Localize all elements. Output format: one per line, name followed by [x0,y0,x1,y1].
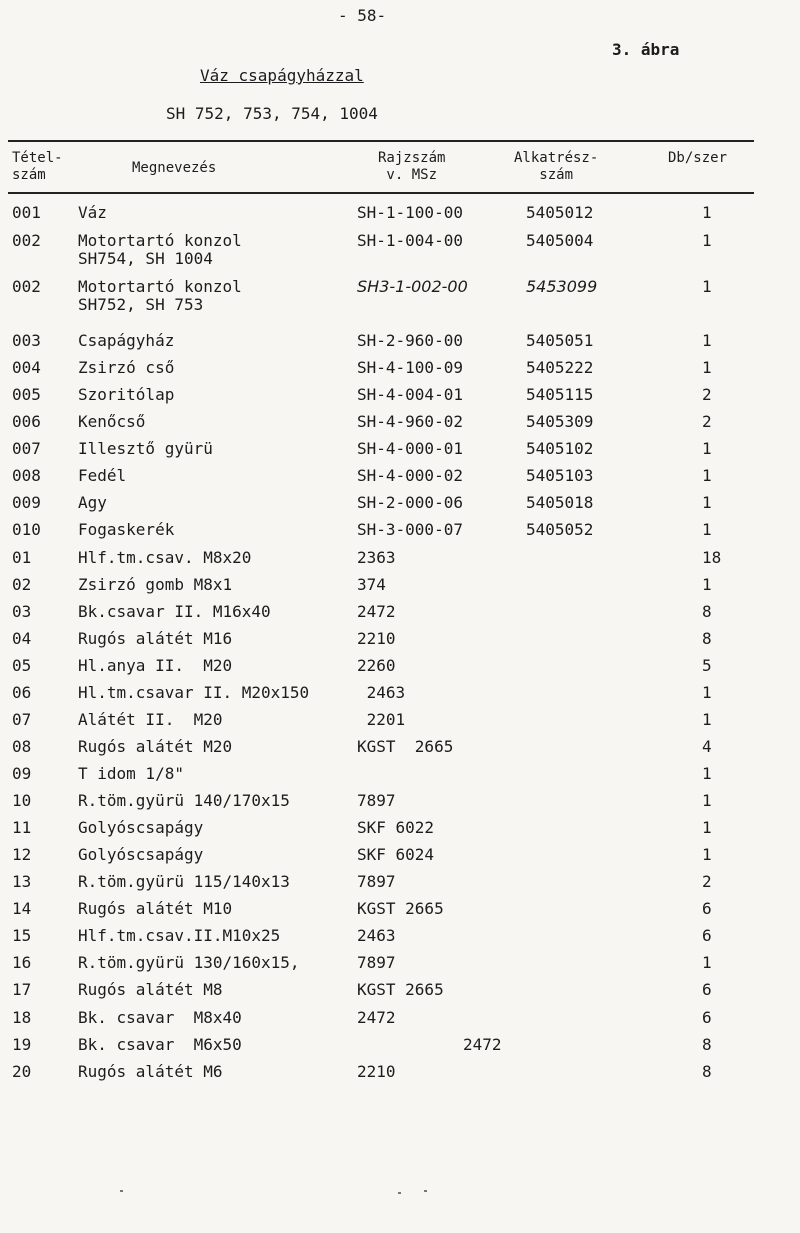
header-name: Megnevezés [132,160,217,176]
item-no-cell: 19 [12,1035,32,1054]
name-cell: Golyóscsapágy [78,818,204,837]
name-cell: Golyóscsapágy [78,845,204,864]
qty-cell: 1 [702,358,712,377]
name-cell: Hl.anya II. M20 [78,656,233,675]
item-no-cell: 18 [12,1008,32,1027]
qty-cell: 1 [702,203,712,222]
item-no-cell: 04 [12,629,32,648]
item-no-cell: 004 [12,358,41,377]
item-no-cell: 001 [12,203,41,222]
name-cell: Hlf.tm.csav.II.M10x25 [78,926,281,945]
qty-cell: 2 [702,872,712,891]
drawing-no-cell: SH-4-960-02 [357,412,463,431]
scan-speck [120,1190,123,1192]
drawing-no-cell: 2463 [357,926,396,945]
part-no-cell: 5405052 [526,520,594,539]
qty-cell: 6 [702,1008,712,1027]
figure-label: 3. ábra [612,40,680,59]
drawing-no-cell: KGST 2665 [357,899,444,918]
name-cell: Motortartó konzol SH752, SH 753 [78,277,242,314]
qty-cell: 1 [702,439,712,458]
name-cell: Bk. csavar M8x40 [78,1008,242,1027]
table-header-rule [8,192,754,194]
drawing-no-cell: SKF 6022 [357,818,435,837]
part-no-cell: 5405115 [526,385,594,404]
item-no-cell: 07 [12,710,32,729]
drawing-no-cell: 2210 [357,1062,396,1081]
drawing-no-cell: KGST 2665 [357,737,454,756]
drawing-no-cell: 374 [357,575,386,594]
drawing-no-cell: 2363 [357,548,396,567]
drawing-no-cell: SH-2-960-00 [357,331,463,350]
scan-speck [398,1192,401,1194]
item-no-cell: 08 [12,737,32,756]
name-cell: R.töm.gyürü 115/140x13 [78,872,290,891]
name-cell: Bk.csavar II. M16x40 [78,602,271,621]
qty-cell: 1 [702,575,712,594]
name-cell: Hl.tm.csavar II. M20x150 [78,683,310,702]
part-no-cell: 5405102 [526,439,594,458]
name-cell: Fogaskerék [78,520,175,539]
name-cell: Zsirzó gomb M8x1 [78,575,233,594]
drawing-no-cell: SH-4-000-02 [357,466,463,485]
name-cell: Agy [78,493,107,512]
item-no-cell: 008 [12,466,41,485]
drawing-no-cell: SH-4-004-01 [357,385,463,404]
item-no-cell: 16 [12,953,32,972]
header-item-no: Tétel- szám [12,150,63,183]
drawing-no-cell: SH3-1-002-00 [357,277,468,296]
drawing-no-cell: 7897 [357,791,396,810]
part-no-cell: 5405222 [526,358,594,377]
drawing-no-cell: 2463 [357,683,406,702]
part-no-cell: 5405012 [526,203,594,222]
qty-cell: 6 [702,980,712,999]
item-no-cell: 15 [12,926,32,945]
name-cell: Rugós alátét M16 [78,629,233,648]
item-no-cell: 12 [12,845,32,864]
header-qty: Db/szer [668,150,728,166]
name-cell: Váz [78,203,107,222]
drawing-no-cell: 7897 [357,953,396,972]
qty-cell: 1 [702,764,712,783]
qty-cell: 1 [702,277,712,296]
name-cell: Illesztő gyürü [78,439,213,458]
qty-cell: 2 [702,412,712,431]
item-no-cell: 007 [12,439,41,458]
name-cell: Hlf.tm.csav. M8x20 [78,548,252,567]
part-no-cell: 5405004 [526,231,594,250]
qty-cell: 1 [702,331,712,350]
name-cell: T idom 1/8" [78,764,184,783]
header-part-no: Alkatrész- szám [514,150,599,183]
name-cell: Rugós alátét M6 [78,1062,223,1081]
name-cell: R.töm.gyürü 130/160x15, [78,953,300,972]
drawing-no-cell: 2472 [357,1035,502,1054]
part-no-cell: 5405051 [526,331,594,350]
qty-cell: 8 [702,1062,712,1081]
document-title: Váz csapágyházzal [200,66,364,85]
name-cell: Zsirzó cső [78,358,175,377]
item-no-cell: 13 [12,872,32,891]
item-no-cell: 03 [12,602,32,621]
qty-cell: 5 [702,656,712,675]
drawing-no-cell: SH-1-004-00 [357,231,463,250]
drawing-no-cell: 7897 [357,872,396,891]
drawing-no-cell: 2201 [357,710,406,729]
page-number: - 58- [338,6,387,25]
name-cell: Csapágyház [78,331,175,350]
qty-cell: 1 [702,683,712,702]
name-cell: Alátét II. M20 [78,710,223,729]
name-cell: Kenőcső [78,412,146,431]
qty-cell: 1 [702,818,712,837]
scan-speck [424,1190,427,1192]
drawing-no-cell: SH-4-000-01 [357,439,463,458]
name-cell: Bk. csavar M6x50 [78,1035,242,1054]
table-top-rule [8,140,754,142]
part-no-cell: 5405103 [526,466,594,485]
item-no-cell: 05 [12,656,32,675]
drawing-no-cell: 2260 [357,656,396,675]
item-no-cell: 002 [12,231,41,250]
name-cell: R.töm.gyürü 140/170x15 [78,791,290,810]
qty-cell: 1 [702,493,712,512]
part-no-cell: 5453099 [526,277,598,296]
qty-cell: 1 [702,466,712,485]
qty-cell: 1 [702,791,712,810]
drawing-no-cell: SH-1-100-00 [357,203,463,222]
qty-cell: 1 [702,231,712,250]
item-no-cell: 006 [12,412,41,431]
header-drawing-no: Rajzszám v. MSz [378,150,446,183]
name-cell: Fedél [78,466,127,485]
name-cell: Szoritólap [78,385,175,404]
item-no-cell: 06 [12,683,32,702]
item-no-cell: 010 [12,520,41,539]
drawing-no-cell: KGST 2665 [357,980,444,999]
qty-cell: 8 [702,629,712,648]
item-no-cell: 003 [12,331,41,350]
name-cell: Motortartó konzol SH754, SH 1004 [78,231,242,268]
drawing-no-cell: 2210 [357,629,396,648]
name-cell: Rugós alátét M10 [78,899,233,918]
item-no-cell: 02 [12,575,32,594]
qty-cell: 18 [702,548,722,567]
item-no-cell: 10 [12,791,32,810]
qty-cell: 1 [702,953,712,972]
drawing-no-cell: SKF 6024 [357,845,435,864]
drawing-no-cell: SH-4-100-09 [357,358,463,377]
drawing-no-cell: 2472 [357,602,396,621]
item-no-cell: 17 [12,980,32,999]
qty-cell: 8 [702,1035,712,1054]
item-no-cell: 20 [12,1062,32,1081]
part-no-cell: 5405018 [526,493,594,512]
drawing-no-cell: 2472 [357,1008,396,1027]
qty-cell: 4 [702,737,712,756]
name-cell: Rugós alátét M20 [78,737,233,756]
qty-cell: 1 [702,520,712,539]
item-no-cell: 005 [12,385,41,404]
item-no-cell: 09 [12,764,32,783]
qty-cell: 1 [702,845,712,864]
item-no-cell: 002 [12,277,41,296]
item-no-cell: 009 [12,493,41,512]
part-no-cell: 5405309 [526,412,594,431]
qty-cell: 6 [702,926,712,945]
qty-cell: 2 [702,385,712,404]
item-no-cell: 14 [12,899,32,918]
item-no-cell: 01 [12,548,32,567]
qty-cell: 8 [702,602,712,621]
drawing-no-cell: SH-2-000-06 [357,493,463,512]
item-no-cell: 11 [12,818,32,837]
qty-cell: 1 [702,710,712,729]
name-cell: Rugós alátét M8 [78,980,223,999]
model-list: SH 752, 753, 754, 1004 [166,104,378,123]
qty-cell: 6 [702,899,712,918]
drawing-no-cell: SH-3-000-07 [357,520,463,539]
